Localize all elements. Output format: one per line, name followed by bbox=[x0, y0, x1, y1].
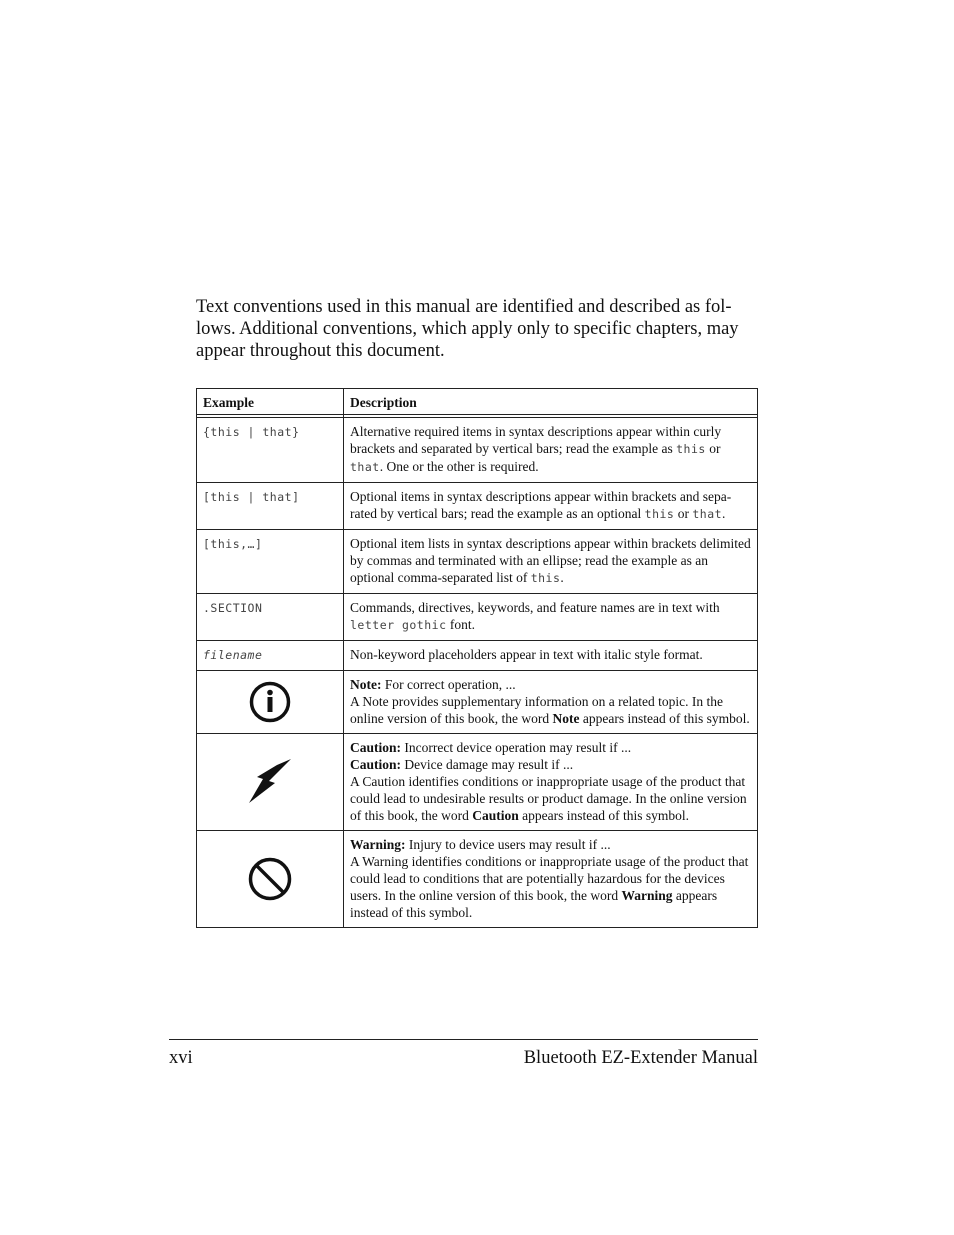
description-text: . One or the other is required. bbox=[379, 459, 539, 474]
caution-description-cell bbox=[344, 734, 758, 831]
table-row bbox=[197, 594, 758, 641]
page-number: xvi bbox=[169, 1048, 193, 1068]
table-row bbox=[197, 641, 758, 671]
example-cell bbox=[197, 530, 344, 594]
conventions-table bbox=[196, 388, 758, 928]
note-label: Note: bbox=[350, 677, 382, 692]
warning-description-cell bbox=[344, 831, 758, 928]
warning-body: A Warning identifies conditions or inappropriate usage of the product that could lead to conditions that are potentially hazardous for the devices users. In the online version of this book, the word bbox=[350, 854, 749, 903]
description-text: Optional item lists in syntax descriptions appear within brackets delimited by commas and terminated with an ellipse; read the example as an optional comma-separated list of bbox=[350, 536, 751, 585]
caution-label: Caution: bbox=[350, 757, 402, 772]
warning-line: Injury to device users may result if ... bbox=[405, 837, 611, 852]
note-body-end: appears instead of this symbol. bbox=[579, 711, 750, 726]
warning-icon-cell bbox=[197, 831, 344, 928]
warning-bold-word: Warning bbox=[621, 888, 673, 903]
description-text: Optional items in syntax descriptions appear within brackets and sepa-rated by vertical bars; read the example as an optional bbox=[350, 489, 732, 521]
description-cell bbox=[344, 418, 758, 483]
inline-code: that bbox=[692, 507, 723, 521]
inline-code: that bbox=[350, 460, 380, 474]
table-header-row bbox=[197, 389, 758, 415]
lightning-icon bbox=[245, 757, 295, 807]
description-text: Alternative required items in syntax descriptions appear within curly brackets and separated by vertical bars; read the example as bbox=[350, 424, 722, 456]
note-bold-word: Note bbox=[552, 711, 580, 726]
example-code: {this | that} bbox=[203, 425, 300, 439]
inline-code: letter gothic bbox=[350, 618, 447, 632]
intro-paragraph: Text conventions used in this manual are identified and described as fol-lows. Additional conventions, which apply only to specific chapters, may appear throughout this document. bbox=[196, 297, 739, 361]
note-row bbox=[197, 671, 758, 734]
inline-code: this bbox=[644, 507, 675, 521]
warning-row bbox=[197, 831, 758, 928]
description-cell bbox=[344, 641, 758, 671]
note-line: For correct operation, ... bbox=[381, 677, 516, 692]
header-example: Example bbox=[197, 389, 344, 415]
example-cell bbox=[197, 594, 344, 641]
description-text: or bbox=[705, 441, 721, 456]
description-text: . bbox=[560, 570, 564, 585]
note-icon-cell bbox=[197, 671, 344, 734]
footer-rule bbox=[169, 1039, 758, 1040]
description-text: Non-keyword placeholders appear in text with italic style format. bbox=[350, 647, 703, 662]
description-text: or bbox=[674, 506, 693, 521]
note-body: A Note provides supplementary information on a related topic. In the online version of this book, the word bbox=[350, 694, 724, 726]
description-text: . bbox=[722, 506, 726, 521]
info-icon bbox=[248, 680, 292, 724]
header-description: Description bbox=[344, 389, 758, 415]
example-code: [this,…] bbox=[203, 537, 263, 551]
caution-icon-cell bbox=[197, 734, 344, 831]
example-cell bbox=[197, 418, 344, 483]
inline-code: this bbox=[530, 571, 561, 585]
inline-code: this bbox=[676, 442, 706, 456]
caution-bold-word: Caution bbox=[472, 808, 519, 823]
table-row bbox=[197, 418, 758, 483]
caution-label: Caution: bbox=[350, 740, 402, 755]
table-row bbox=[197, 483, 758, 530]
warning-body-end: appears instead of this symbol. bbox=[350, 888, 718, 920]
example-code: [this | that] bbox=[203, 490, 300, 504]
warning-label: Warning: bbox=[350, 837, 406, 852]
caution-body: A Caution identifies conditions or inappropriate usage of the product that could lead to undesirable results or product damage. In the online version of this book, the word bbox=[350, 774, 747, 823]
description-cell bbox=[344, 530, 758, 594]
description-cell bbox=[344, 483, 758, 530]
example-code: .SECTION bbox=[203, 601, 263, 615]
caution-body-end: appears instead of this symbol. bbox=[518, 808, 689, 823]
table-row bbox=[197, 530, 758, 594]
prohibition-icon bbox=[247, 856, 293, 902]
caution-line: Incorrect device operation may result if ... bbox=[401, 740, 632, 755]
example-cell bbox=[197, 483, 344, 530]
note-description-cell bbox=[344, 671, 758, 734]
description-cell bbox=[344, 594, 758, 641]
caution-line: Device damage may result if ... bbox=[401, 757, 574, 772]
example-cell bbox=[197, 641, 344, 671]
description-text: font. bbox=[446, 617, 476, 632]
description-text: Commands, directives, keywords, and feature names are in text with bbox=[350, 600, 720, 615]
caution-row bbox=[197, 734, 758, 831]
example-code: filename bbox=[203, 648, 263, 662]
manual-title: Bluetooth EZ-Extender Manual bbox=[523, 1048, 758, 1068]
